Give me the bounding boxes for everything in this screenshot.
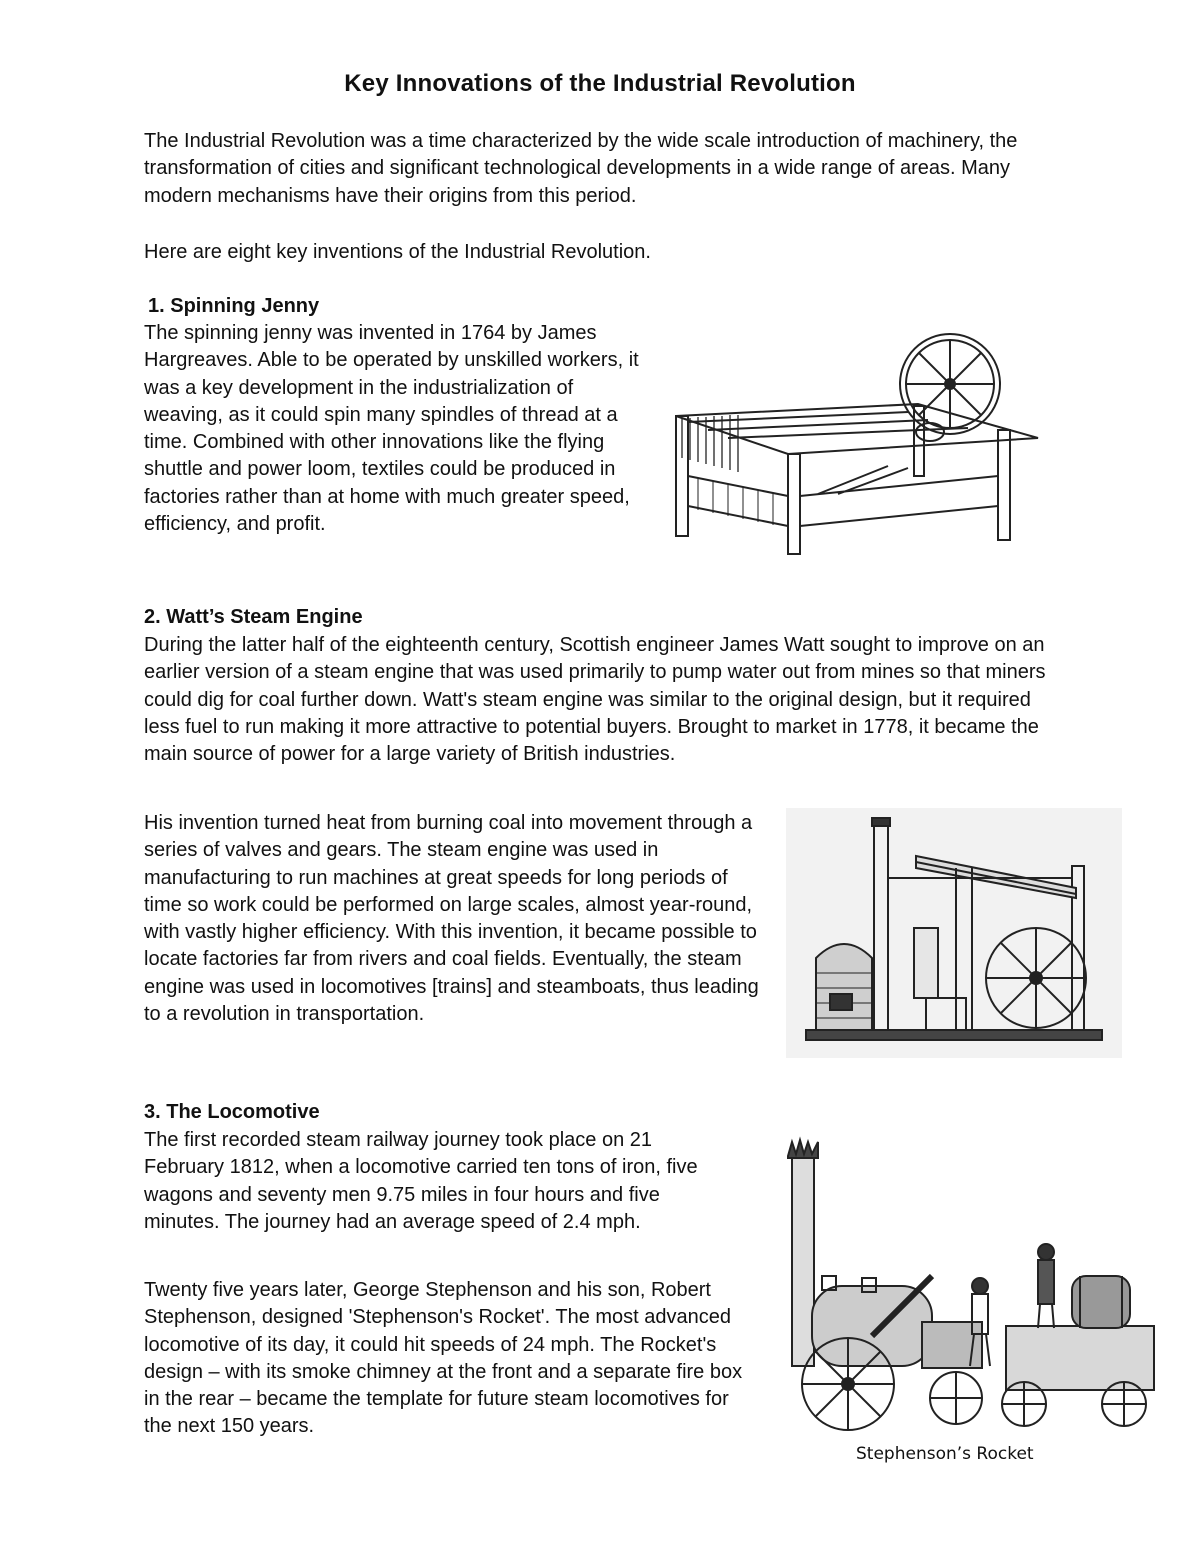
spinning-jenny-illustration (668, 326, 1046, 556)
section-3-body (144, 1127, 719, 1236)
section-2-paragraph: During the latter half of the eighteenth century, Scottish engineer James Watt sought to improve on an earlier version of a steam engine that was used primarily to pump water out from mines so that miners could dig for coal further down. Watt's steam engine was similar to the original design, but it required less fuel to run making it more attractive to potential buyers. Brought to market in 1778, it became the main source of power for a large variety of British industries. (144, 634, 1046, 766)
rocket-locomotive-illustration (762, 1136, 1158, 1436)
section-3-heading: 3. The Locomotive (144, 1101, 320, 1123)
lead-paragraph (144, 239, 1044, 266)
section-heading (144, 604, 363, 631)
section-3-body-continued (144, 1277, 744, 1441)
lead-text: Here are eight key inventions of the Industrial Revolution. (144, 241, 651, 263)
section-heading (148, 293, 319, 320)
section-1-body (144, 320, 640, 538)
section-2-body (144, 632, 1054, 768)
section-heading (144, 1099, 320, 1126)
steam-engine-illustration (786, 808, 1122, 1058)
section-1-heading: 1. Spinning Jenny (148, 295, 320, 317)
section-1-paragraph: The spinning jenny was invented in 1764 by James Hargreaves. Able to be operated by unskilled workers, it was a key development in the industrialization of weaving, as it could spin many spindles of thread at a time. Combined with other innovations like the flying shuttle and power loom, textiles could be produced in factories rather than at home with much greater speed, efficiency, and profit. (144, 322, 639, 536)
page-title: Key Innovations of the Industrial Revolution (344, 70, 856, 97)
section-2-paragraph: His invention turned heat from burning coal into movement through a series of valves and gears. The steam engine was used in manufacturing to run machines at great speeds for long periods of time so work could be performed on large scales, almost year-round, with vastly higher efficiency. With this invention, it became possible to locate factories far from rivers and coal fields. Eventually, the steam engine was used in locomotives [trains] and steamboats, thus leading to a revolution in transportation. (144, 812, 759, 1026)
section-2-body-continued (144, 810, 768, 1028)
figure-caption: Stephenson’s Rocket (856, 1444, 1034, 1464)
intro-text: The Industrial Revolution was a time characterized by the wide scale introduction of machinery, the transformation of cities and significant technological developments in a wide range of areas. Many modern mechanisms have their origins from this period. (144, 130, 1018, 207)
section-2-heading: 2. Watt’s Steam Engine (144, 606, 363, 628)
intro-paragraph (144, 128, 1044, 210)
section-3-paragraph: The first recorded steam railway journey took place on 21 February 1812, when a locomotive carried ten tons of iron, five wagons and seventy men 9.75 miles in four hours and five minutes. The journey had an average speed of 2.4 mph. (144, 1129, 698, 1233)
section-3-paragraph: Twenty five years later, George Stephenson and his son, Robert Stephenson, designed 'Stephenson's Rocket'. The most advanced locomotive of its day, it could hit speeds of 24 mph. The Rocket's design – with its smoke chimney at the front and a separate fire box in the rear – became the template for future steam locomotives for the next 150 years. (144, 1279, 743, 1438)
